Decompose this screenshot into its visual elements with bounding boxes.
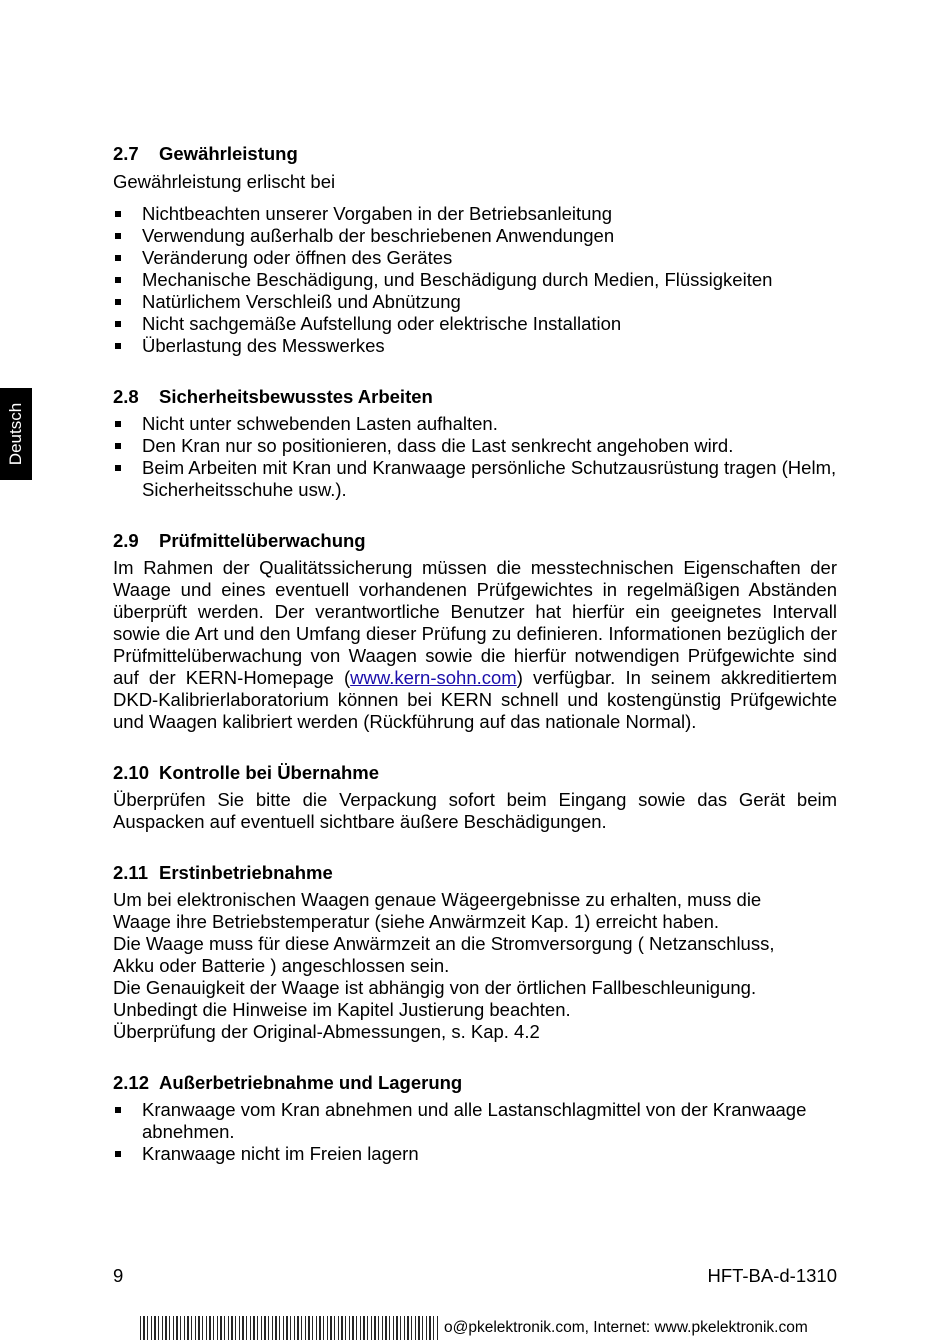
language-tab-label: Deutsch [6,402,25,466]
distributor-contact: o@pkelektronik.com, Internet: www.pkelektronik.com [444,1319,808,1336]
list-item: Natürlichem Verschleiß und Abnützung [113,291,837,313]
bullet-list [113,203,837,357]
section-number: 2.8 [113,386,139,407]
body-text-start: Im Rahmen der Qualitätssicherung müssen die messtechnischen Eigenschaften der Waage und eines eventuell vorhandenen Prüfgewichtes in regelmäßigen Abständen überprüft werden. Der verantwortliche Benutzer hat hierfür ein geeignetes Intervall sowie die Art und den Umfang dieser Prüfung zu definieren. Informationen bezüglich der Prüfmittelüberwachung von Waagen sowie die hierfür notwendigen Prüfgewichte sind auf der KERN-Homepage ( [113,557,837,688]
section-heading [113,142,837,166]
section-2-9 [113,529,837,733]
bullet-list [113,413,837,501]
section-heading [113,385,837,409]
body-line: Unbedingt die Hinweise im Kapitel Justierung beachten. [113,999,571,1020]
list-item: Überlastung des Messwerkes [113,335,837,357]
language-tab [0,388,32,480]
section-body: Überprüfen Sie bitte die Verpackung sofort beim Eingang sowie das Gerät beim Auspacken auf eventuell sichtbare äußere Beschädigungen. [113,789,837,832]
body-line: Die Genauigkeit der Waage ist abhängig von der örtlichen Fallbeschleunigung. [113,977,757,998]
section-number: 2.10 [113,762,150,783]
section-title: Außerbetriebnahme und Lagerung [159,1072,463,1093]
section-body [113,557,837,733]
section-number: 2.7 [113,143,139,164]
section-body [113,889,837,1043]
section-title: Gewährleistung [159,143,298,164]
section-2-12 [113,1071,837,1165]
body-line: Überprüfung der Original-Abmessungen, s. Kap. 4.2 [113,1021,540,1042]
section-2-7 [113,142,837,357]
section-number: 2.11 [113,862,148,883]
list-item: Kranwaage vom Kran abnehmen und alle Lastanschlagmittel von der Kranwaage abnehmen. [113,1099,837,1143]
list-item: Mechanische Beschädigung, und Beschädigung durch Medien, Flüssigkeiten [113,269,837,291]
section-2-10 [113,761,837,833]
section-heading [113,529,837,553]
list-item: Nichtbeachten unserer Vorgaben in der Betriebsanleitung [113,203,837,225]
section-2-8 [113,385,837,501]
section-title: Prüfmittelüberwachung [159,530,366,551]
page-content [113,142,837,1165]
bullet-list [113,1099,837,1165]
barcode-graphic [140,1316,440,1340]
section-heading [113,1071,837,1095]
section-title: Kontrolle bei Übernahme [159,762,379,783]
section-title: Erstinbetriebnahme [159,862,333,883]
list-item: Veränderung oder öffnen des Gerätes [113,247,837,269]
body-line: Die Waage muss für diese Anwärmzeit an die Stromversorgung ( Netzanschluss, [113,933,775,954]
document-code: HFT-BA-d-1310 [707,1265,837,1286]
section-2-11 [113,861,837,1043]
section-heading [113,761,837,785]
body-line: Akku oder Batterie ) angeschlossen sein. [113,955,450,976]
section-number: 2.12 [113,1072,150,1093]
kern-homepage-link[interactable]: www.kern-sohn.com [350,667,517,688]
body-text-end: ) verfügbar. In seinem akkreditiertem DKD-Kalibrierlaboratorium können bei KERN schnell und kostengünstig Prüfgewichte und Waagen kalibriert werden (Rückführung auf das nationale Normal). [113,667,837,732]
list-item: Kranwaage nicht im Freien lagern [113,1143,837,1165]
section-number: 2.9 [113,530,139,551]
section-heading [113,861,837,885]
list-item: Den Kran nur so positionieren, dass die Last senkrecht angehoben wird. [113,435,837,457]
body-line: Um bei elektronischen Waagen genaue Wägeergebnisse zu erhalten, muss die [113,889,762,910]
section-title: Sicherheitsbewusstes Arbeiten [159,386,433,407]
list-item: Verwendung außerhalb der beschriebenen Anwendungen [113,225,837,247]
section-intro: Gewährleistung erlischt bei [113,171,336,192]
page-number: 9 [113,1265,124,1286]
list-item: Beim Arbeiten mit Kran und Kranwaage persönliche Schutzausrüstung tragen (Helm, Sicherheitsschuhe usw.). [113,457,837,501]
list-item: Nicht unter schwebenden Lasten aufhalten. [113,413,837,435]
distributor-strip [140,1316,820,1340]
list-item: Nicht sachgemäße Aufstellung oder elektrische Installation [113,313,837,335]
body-line: Waage ihre Betriebstemperatur (siehe Anwärmzeit Kap. 1) erreicht haben. [113,911,720,932]
